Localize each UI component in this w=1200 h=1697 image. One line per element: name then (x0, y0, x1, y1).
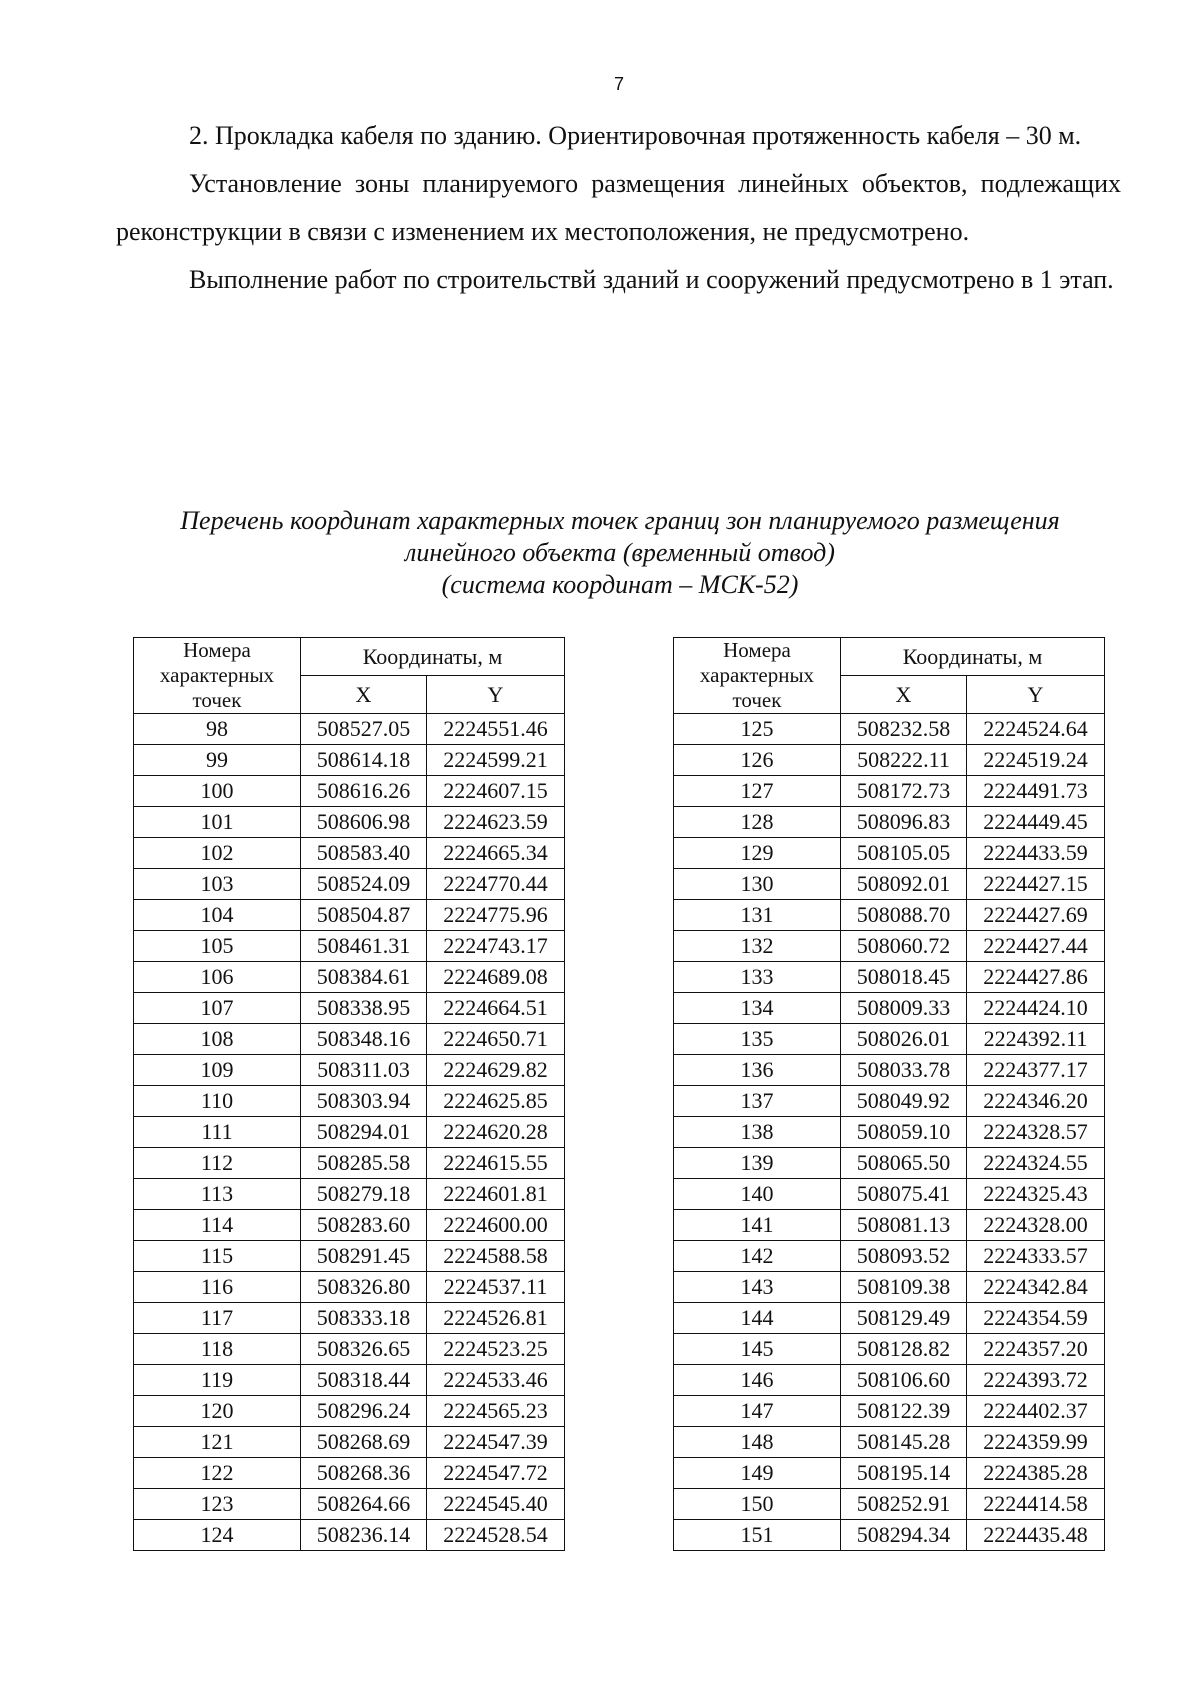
point-number-cell: 118 (134, 1334, 301, 1365)
x-coordinate-cell: 508009.33 (841, 993, 967, 1024)
header-coordinates: Координаты, м (841, 638, 1105, 676)
y-coordinate-cell: 2224523.25 (427, 1334, 565, 1365)
paragraph-construction-stage: Выполнение работ по строительствй зданий и сооружений предусмотрено в 1 этап. (189, 265, 1114, 294)
x-coordinate-cell: 508081.13 (841, 1210, 967, 1241)
paragraph-zone-establishment: Установление зоны планируемого размещения линейных объектов, подлежащих реконструкции в связи с изменением их местоположения, не предусмотрено. (116, 169, 1121, 246)
y-coordinate-cell: 2224424.10 (967, 993, 1105, 1024)
y-coordinate-cell: 2224620.28 (427, 1117, 565, 1148)
point-number-cell: 104 (134, 900, 301, 931)
table-row (134, 900, 565, 931)
point-number-cell: 110 (134, 1086, 301, 1117)
y-coordinate-cell: 2224392.11 (967, 1024, 1105, 1055)
point-number-cell: 142 (674, 1241, 841, 1272)
y-coordinate-cell: 2224449.45 (967, 807, 1105, 838)
y-coordinate-cell: 2224650.71 (427, 1024, 565, 1055)
y-coordinate-cell: 2224402.37 (967, 1396, 1105, 1427)
x-coordinate-cell: 508060.72 (841, 931, 967, 962)
point-number-cell: 128 (674, 807, 841, 838)
y-coordinate-cell: 2224665.34 (427, 838, 565, 869)
y-coordinate-cell: 2224775.96 (427, 900, 565, 931)
y-coordinate-cell: 2224357.20 (967, 1334, 1105, 1365)
x-coordinate-cell: 508026.01 (841, 1024, 967, 1055)
point-number-cell: 122 (134, 1458, 301, 1489)
table-row (674, 714, 1105, 745)
x-coordinate-cell: 508318.44 (301, 1365, 427, 1396)
point-number-cell: 109 (134, 1055, 301, 1086)
header-y: Y (427, 676, 565, 714)
table-row (674, 838, 1105, 869)
y-coordinate-cell: 2224545.40 (427, 1489, 565, 1520)
table-row (134, 807, 565, 838)
point-number-cell: 150 (674, 1489, 841, 1520)
point-number-cell: 138 (674, 1117, 841, 1148)
table-row (134, 745, 565, 776)
page-number: 7 (613, 74, 624, 94)
table-row (134, 1334, 565, 1365)
table-row (674, 1024, 1105, 1055)
point-number-cell: 114 (134, 1210, 301, 1241)
header-x: X (841, 676, 967, 714)
y-coordinate-cell: 2224346.20 (967, 1086, 1105, 1117)
table-row (674, 962, 1105, 993)
point-number-cell: 121 (134, 1427, 301, 1458)
x-coordinate-cell: 508109.38 (841, 1272, 967, 1303)
y-coordinate-cell: 2224427.15 (967, 869, 1105, 900)
x-coordinate-cell: 508303.94 (301, 1086, 427, 1117)
y-coordinate-cell: 2224629.82 (427, 1055, 565, 1086)
table-row (134, 1365, 565, 1396)
x-coordinate-cell: 508232.58 (841, 714, 967, 745)
point-number-cell: 115 (134, 1241, 301, 1272)
x-coordinate-cell: 508384.61 (301, 962, 427, 993)
table-row (674, 931, 1105, 962)
y-coordinate-cell: 2224533.46 (427, 1365, 565, 1396)
x-coordinate-cell: 508172.73 (841, 776, 967, 807)
point-number-cell: 141 (674, 1210, 841, 1241)
table-row (674, 1396, 1105, 1427)
x-coordinate-cell: 508122.39 (841, 1396, 967, 1427)
y-coordinate-cell: 2224664.51 (427, 993, 565, 1024)
x-coordinate-cell: 508105.05 (841, 838, 967, 869)
table-row (134, 1396, 565, 1427)
x-coordinate-cell: 508268.36 (301, 1458, 427, 1489)
point-number-cell: 120 (134, 1396, 301, 1427)
table-row (674, 1427, 1105, 1458)
point-number-cell: 112 (134, 1148, 301, 1179)
point-number-cell: 139 (674, 1148, 841, 1179)
x-coordinate-cell: 508583.40 (301, 838, 427, 869)
x-coordinate-cell: 508065.50 (841, 1148, 967, 1179)
point-number-cell: 146 (674, 1365, 841, 1396)
y-coordinate-cell: 2224519.24 (967, 745, 1105, 776)
x-coordinate-cell: 508606.98 (301, 807, 427, 838)
y-coordinate-cell: 2224333.57 (967, 1241, 1105, 1272)
y-coordinate-cell: 2224354.59 (967, 1303, 1105, 1334)
point-number-cell: 111 (134, 1117, 301, 1148)
table-row (674, 1520, 1105, 1551)
point-number-cell: 127 (674, 776, 841, 807)
x-coordinate-cell: 508236.14 (301, 1520, 427, 1551)
point-number-cell: 105 (134, 931, 301, 962)
table-row (134, 1024, 565, 1055)
x-coordinate-cell: 508326.80 (301, 1272, 427, 1303)
y-coordinate-cell: 2224385.28 (967, 1458, 1105, 1489)
point-number-cell: 130 (674, 869, 841, 900)
x-coordinate-cell: 508285.58 (301, 1148, 427, 1179)
x-coordinate-cell: 508311.03 (301, 1055, 427, 1086)
x-coordinate-cell: 508348.16 (301, 1024, 427, 1055)
table-row (134, 1117, 565, 1148)
y-coordinate-cell: 2224743.17 (427, 931, 565, 962)
point-number-cell: 131 (674, 900, 841, 931)
table-row (134, 1458, 565, 1489)
table-row (134, 962, 565, 993)
x-coordinate-cell: 508333.18 (301, 1303, 427, 1334)
table-body-left (134, 714, 565, 1551)
y-coordinate-cell: 2224565.23 (427, 1396, 565, 1427)
table-row (134, 1427, 565, 1458)
point-number-cell: 102 (134, 838, 301, 869)
x-coordinate-cell: 508129.49 (841, 1303, 967, 1334)
header-point-numbers: Номера характерных точек (134, 638, 301, 714)
point-number-cell: 151 (674, 1520, 841, 1551)
caption-line-2: линейного объекта (временный отвод) (405, 538, 835, 567)
point-number-cell: 140 (674, 1179, 841, 1210)
y-coordinate-cell: 2224491.73 (967, 776, 1105, 807)
x-coordinate-cell: 508283.60 (301, 1210, 427, 1241)
table-row (674, 1055, 1105, 1086)
y-coordinate-cell: 2224599.21 (427, 745, 565, 776)
point-number-cell: 116 (134, 1272, 301, 1303)
x-coordinate-cell: 508326.65 (301, 1334, 427, 1365)
header-coordinates: Координаты, м (301, 638, 565, 676)
y-coordinate-cell: 2224537.11 (427, 1272, 565, 1303)
table-row (674, 993, 1105, 1024)
y-coordinate-cell: 2224588.58 (427, 1241, 565, 1272)
y-coordinate-cell: 2224325.43 (967, 1179, 1105, 1210)
x-coordinate-cell: 508527.05 (301, 714, 427, 745)
x-coordinate-cell: 508093.52 (841, 1241, 967, 1272)
y-coordinate-cell: 2224770.44 (427, 869, 565, 900)
y-coordinate-cell: 2224433.59 (967, 838, 1105, 869)
table-row (674, 807, 1105, 838)
y-coordinate-cell: 2224600.00 (427, 1210, 565, 1241)
paragraph-cable-laying: 2. Прокладка кабеля по зданию. Ориентировочная протяженность кабеля – 30 м. (189, 121, 1082, 150)
point-number-cell: 135 (674, 1024, 841, 1055)
point-number-cell: 123 (134, 1489, 301, 1520)
x-coordinate-cell: 508338.95 (301, 993, 427, 1024)
table-row (674, 869, 1105, 900)
point-number-cell: 143 (674, 1272, 841, 1303)
table-row (134, 993, 565, 1024)
point-number-cell: 149 (674, 1458, 841, 1489)
table-body-right (674, 714, 1105, 1551)
y-coordinate-cell: 2224689.08 (427, 962, 565, 993)
x-coordinate-cell: 508096.83 (841, 807, 967, 838)
table-row (674, 1365, 1105, 1396)
x-coordinate-cell: 508018.45 (841, 962, 967, 993)
point-number-cell: 117 (134, 1303, 301, 1334)
point-number-cell: 134 (674, 993, 841, 1024)
table-row (134, 869, 565, 900)
point-number-cell: 126 (674, 745, 841, 776)
point-number-cell: 145 (674, 1334, 841, 1365)
table-row (134, 838, 565, 869)
point-number-cell: 119 (134, 1365, 301, 1396)
y-coordinate-cell: 2224342.84 (967, 1272, 1105, 1303)
coordinates-table-right (673, 637, 1105, 1551)
x-coordinate-cell: 508075.41 (841, 1179, 967, 1210)
y-coordinate-cell: 2224324.55 (967, 1148, 1105, 1179)
y-coordinate-cell: 2224377.17 (967, 1055, 1105, 1086)
table-row (134, 1520, 565, 1551)
point-number-cell: 100 (134, 776, 301, 807)
point-number-cell: 133 (674, 962, 841, 993)
header-point-numbers: Номера характерных точек (674, 638, 841, 714)
y-coordinate-cell: 2224625.85 (427, 1086, 565, 1117)
table-row (134, 1210, 565, 1241)
table-row (674, 1117, 1105, 1148)
y-coordinate-cell: 2224547.39 (427, 1427, 565, 1458)
y-coordinate-cell: 2224359.99 (967, 1427, 1105, 1458)
table-row (134, 1179, 565, 1210)
x-coordinate-cell: 508033.78 (841, 1055, 967, 1086)
table-row (674, 1241, 1105, 1272)
x-coordinate-cell: 508296.24 (301, 1396, 427, 1427)
y-coordinate-cell: 2224427.86 (967, 962, 1105, 993)
point-number-cell: 107 (134, 993, 301, 1024)
table-row (674, 1303, 1105, 1334)
x-coordinate-cell: 508145.28 (841, 1427, 967, 1458)
table-row (674, 1210, 1105, 1241)
point-number-cell: 137 (674, 1086, 841, 1117)
point-number-cell: 129 (674, 838, 841, 869)
table-row (674, 776, 1105, 807)
table-row (134, 1148, 565, 1179)
point-number-cell: 98 (134, 714, 301, 745)
table-row (134, 1272, 565, 1303)
x-coordinate-cell: 508222.11 (841, 745, 967, 776)
y-coordinate-cell: 2224414.58 (967, 1489, 1105, 1520)
x-coordinate-cell: 508049.92 (841, 1086, 967, 1117)
point-number-cell: 144 (674, 1303, 841, 1334)
point-number-cell: 113 (134, 1179, 301, 1210)
x-coordinate-cell: 508524.09 (301, 869, 427, 900)
x-coordinate-cell: 508279.18 (301, 1179, 427, 1210)
x-coordinate-cell: 508616.26 (301, 776, 427, 807)
y-coordinate-cell: 2224393.72 (967, 1365, 1105, 1396)
y-coordinate-cell: 2224547.72 (427, 1458, 565, 1489)
point-number-cell: 124 (134, 1520, 301, 1551)
point-number-cell: 125 (674, 714, 841, 745)
header-y: Y (967, 676, 1105, 714)
point-number-cell: 148 (674, 1427, 841, 1458)
x-coordinate-cell: 508092.01 (841, 869, 967, 900)
y-coordinate-cell: 2224526.81 (427, 1303, 565, 1334)
point-number-cell: 106 (134, 962, 301, 993)
coordinates-table-left (133, 637, 565, 1551)
table-row (134, 1241, 565, 1272)
x-coordinate-cell: 508294.34 (841, 1520, 967, 1551)
x-coordinate-cell: 508264.66 (301, 1489, 427, 1520)
point-number-cell: 132 (674, 931, 841, 962)
x-coordinate-cell: 508059.10 (841, 1117, 967, 1148)
x-coordinate-cell: 508088.70 (841, 900, 967, 931)
y-coordinate-cell: 2224601.81 (427, 1179, 565, 1210)
x-coordinate-cell: 508195.14 (841, 1458, 967, 1489)
table-row (134, 714, 565, 745)
point-number-cell: 108 (134, 1024, 301, 1055)
table-row (674, 1489, 1105, 1520)
x-coordinate-cell: 508106.60 (841, 1365, 967, 1396)
y-coordinate-cell: 2224524.64 (967, 714, 1105, 745)
y-coordinate-cell: 2224328.57 (967, 1117, 1105, 1148)
y-coordinate-cell: 2224623.59 (427, 807, 565, 838)
x-coordinate-cell: 508291.45 (301, 1241, 427, 1272)
point-number-cell: 101 (134, 807, 301, 838)
table-row (674, 1272, 1105, 1303)
table-row (674, 1458, 1105, 1489)
y-coordinate-cell: 2224435.48 (967, 1520, 1105, 1551)
table-row (674, 1148, 1105, 1179)
table-row (134, 1489, 565, 1520)
table-row (674, 1334, 1105, 1365)
table-row (134, 1086, 565, 1117)
point-number-cell: 103 (134, 869, 301, 900)
x-coordinate-cell: 508294.01 (301, 1117, 427, 1148)
table-row (134, 931, 565, 962)
point-number-cell: 147 (674, 1396, 841, 1427)
table-row (674, 900, 1105, 931)
body-text (116, 112, 1121, 304)
point-number-cell: 136 (674, 1055, 841, 1086)
y-coordinate-cell: 2224607.15 (427, 776, 565, 807)
table-row (134, 1303, 565, 1334)
x-coordinate-cell: 508252.91 (841, 1489, 967, 1520)
table-row (134, 776, 565, 807)
y-coordinate-cell: 2224528.54 (427, 1520, 565, 1551)
y-coordinate-cell: 2224427.44 (967, 931, 1105, 962)
x-coordinate-cell: 508461.31 (301, 931, 427, 962)
table-row (134, 1055, 565, 1086)
table-caption (60, 505, 1180, 601)
point-number-cell: 99 (134, 745, 301, 776)
x-coordinate-cell: 508504.87 (301, 900, 427, 931)
table-row (674, 1086, 1105, 1117)
x-coordinate-cell: 508614.18 (301, 745, 427, 776)
header-x: X (301, 676, 427, 714)
y-coordinate-cell: 2224427.69 (967, 900, 1105, 931)
table-row (674, 1179, 1105, 1210)
x-coordinate-cell: 508128.82 (841, 1334, 967, 1365)
y-coordinate-cell: 2224328.00 (967, 1210, 1105, 1241)
table-row (674, 745, 1105, 776)
caption-line-3: (система координат – МСК-52) (441, 570, 799, 599)
y-coordinate-cell: 2224551.46 (427, 714, 565, 745)
y-coordinate-cell: 2224615.55 (427, 1148, 565, 1179)
x-coordinate-cell: 508268.69 (301, 1427, 427, 1458)
caption-line-1: Перечень координат характерных точек границ зон планируемого размещения (180, 506, 1060, 535)
